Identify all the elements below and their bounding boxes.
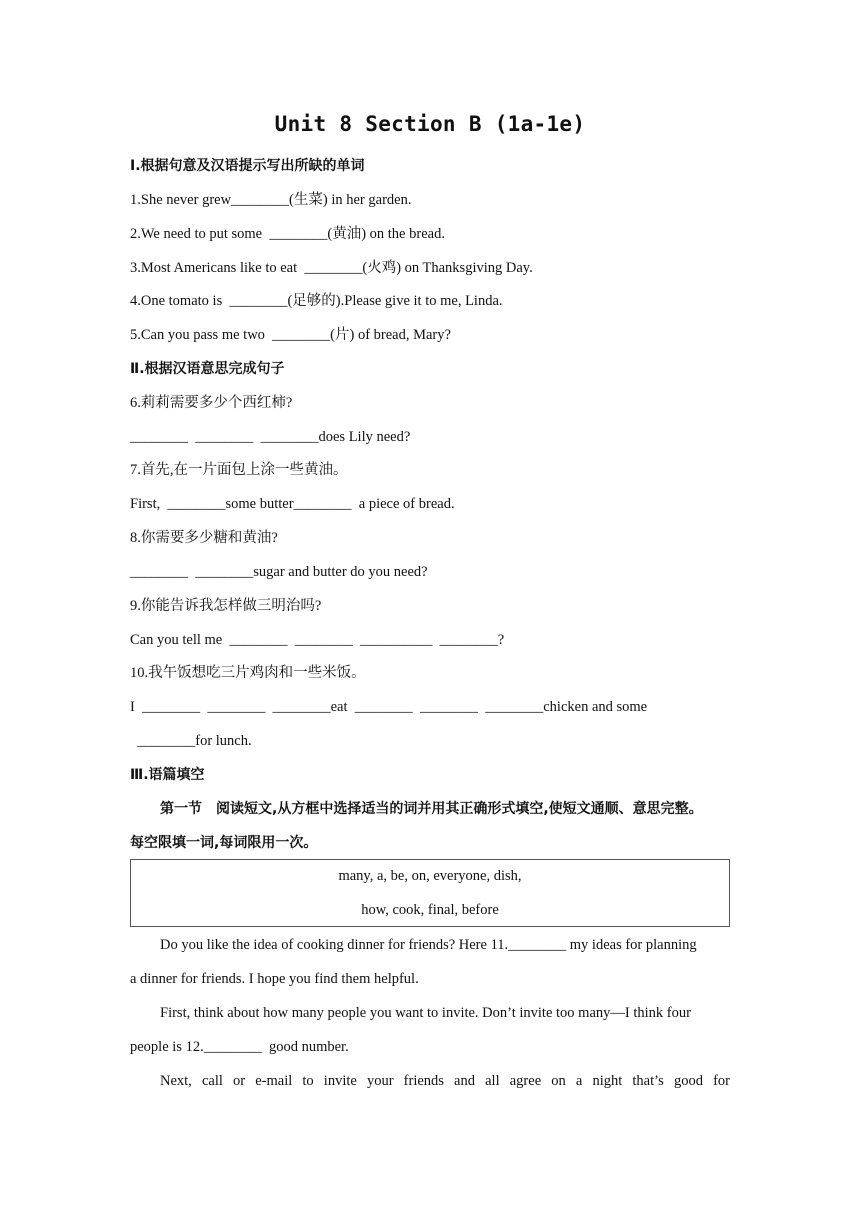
part2-heading: Ⅱ.根据汉语意思完成句子: [130, 361, 285, 377]
part3-instruction-line2: 每空限填一词,每词限用一次。: [130, 835, 318, 851]
question-8-answer: ________ ________sugar and butter do you need?: [130, 564, 428, 580]
question-7-prompt: 7.首先,在一片面包上涂一些黄油。: [130, 462, 348, 478]
passage-line1: Do you like the idea of cooking dinner for friends? Here 11.________ my ideas for planning: [160, 937, 697, 953]
part3-instruction-line1: 第一节 阅读短文,从方框中选择适当的词并用其正确形式填空,使短文通顺、意思完整。: [160, 801, 703, 817]
question-1: 1.She never grew________(生菜) in her garden.: [130, 192, 412, 208]
passage-line5: Next, call or e-mail to invite your friends and all agree on a night that’s good for: [160, 1073, 730, 1089]
question-7-answer: First, ________some butter________ a piece of bread.: [130, 496, 455, 512]
part1-heading: Ⅰ.根据句意及汉语提示写出所缺的单词: [130, 158, 365, 174]
word-bank-box: [130, 859, 730, 927]
word-bank-row1: many, a, be, on, everyone, dish,: [338, 868, 522, 884]
word-bank-row2: how, cook, final, before: [361, 902, 499, 918]
question-10-answer-line1: I ________ ________ ________eat ________ ________ ________chicken and some: [130, 699, 648, 715]
question-3: 3.Most Americans like to eat ________(火鸡) on Thanksgiving Day.: [130, 260, 533, 276]
passage-line4: people is 12.________ good number.: [130, 1039, 349, 1055]
question-10-answer-line2: ________for lunch.: [130, 733, 252, 749]
question-10-prompt: 10.我午饭想吃三片鸡肉和一些米饭。: [130, 665, 366, 681]
question-6-prompt: 6.莉莉需要多少个西红柿?: [130, 395, 293, 411]
question-4: 4.One tomato is ________(足够的).Please give it to me, Linda.: [130, 293, 503, 309]
question-9-prompt: 9.你能告诉我怎样做三明治吗?: [130, 598, 322, 614]
question-9-answer: Can you tell me ________ ________ __________ ________?: [130, 632, 505, 648]
passage-line2: a dinner for friends. I hope you find them helpful.: [130, 971, 419, 987]
part3-heading: Ⅲ.语篇填空: [130, 767, 205, 783]
passage-line3: First, think about how many people you want to invite. Don’t invite too many—I think four: [160, 1005, 691, 1021]
page-title: Unit 8 Section B (1a-1e): [274, 112, 586, 136]
question-6-answer: ________ ________ ________does Lily need?: [130, 429, 411, 445]
question-2: 2.We need to put some ________(黄油) on the bread.: [130, 226, 445, 242]
question-8-prompt: 8.你需要多少糖和黄油?: [130, 530, 278, 546]
question-5: 5.Can you pass me two ________(片) of bread, Mary?: [130, 327, 451, 343]
